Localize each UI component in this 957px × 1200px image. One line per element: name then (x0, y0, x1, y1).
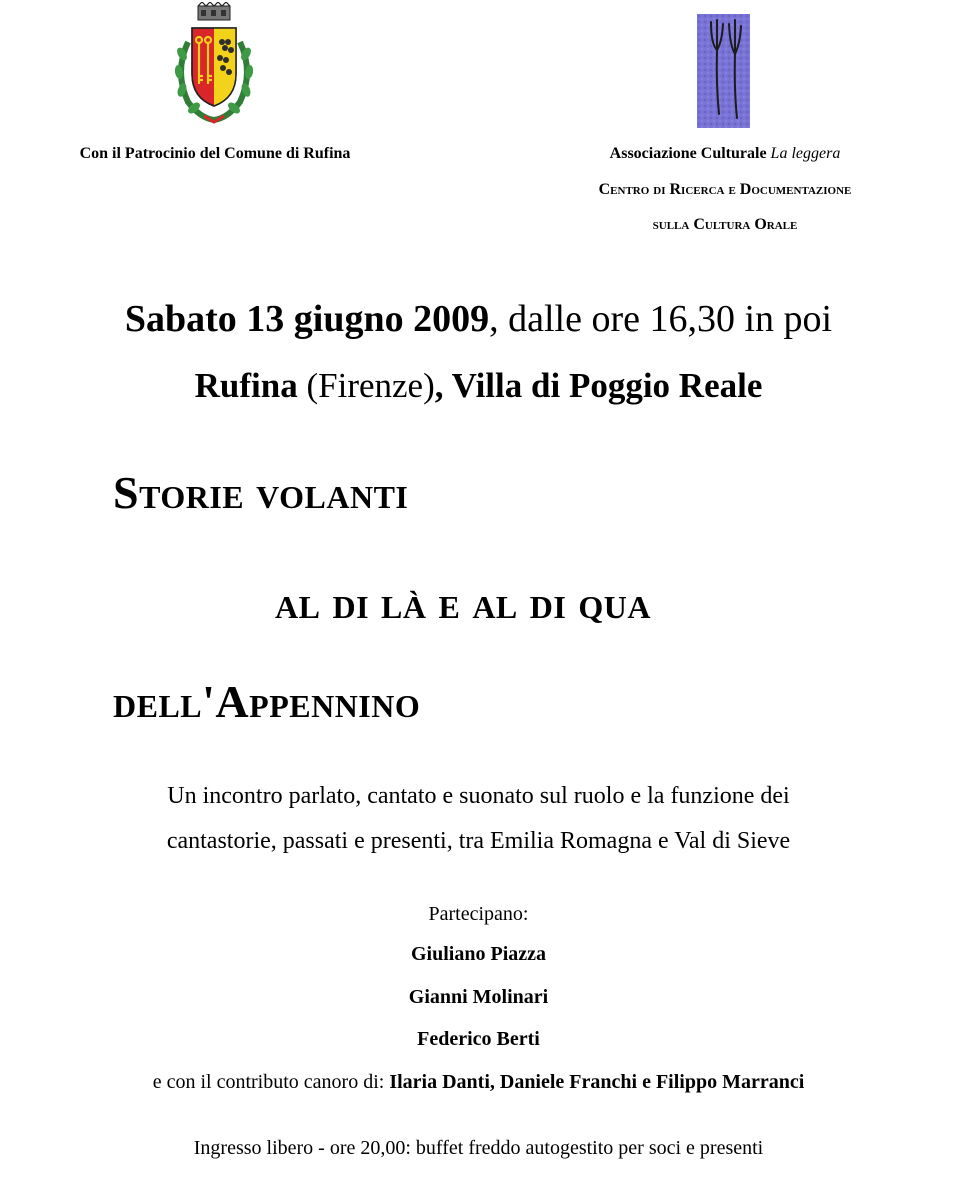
vocal-contribution-line (0, 1071, 957, 1094)
title-line-3: dell'Appennino (113, 676, 421, 727)
description-line-2: cantastorie, passati e presenti, tra Emilia Romagna e Val di Sieve (166, 828, 791, 854)
la-leggera-logo-icon (697, 14, 750, 128)
contribution-prefix: e con il contributo canoro di: (152, 1071, 390, 1093)
participant-name: Gianni Molinari (408, 986, 549, 1008)
event-time: , dalle ore 16,30 in poi (489, 298, 833, 340)
research-center-line-1: Centro di Ricerca e Documentazione (598, 181, 852, 198)
participants-label: Partecipano: (428, 903, 529, 925)
event-venue: , Villa di Poggio Reale (434, 366, 763, 405)
association-italic-name: La leggera (770, 145, 841, 162)
title-line-2: al di là e al di qua (275, 577, 651, 628)
association-name (515, 145, 935, 163)
association-prefix: Associazione Culturale (609, 145, 771, 162)
patronage-text: Con il Patrocinio del Comune di Rufina (79, 145, 351, 162)
participant-name: Giuliano Piazza (411, 943, 546, 965)
comune-crest-icon (168, 2, 260, 126)
event-date-line (0, 297, 957, 341)
event-province: (Firenze) (297, 366, 435, 405)
event-place-line (0, 366, 957, 406)
event-date: Sabato 13 giugno 2009 (124, 298, 490, 340)
participant-name: Federico Berti (417, 1028, 540, 1050)
title-line-1: Storie volanti (113, 467, 409, 518)
description-line-1: Un incontro parlato, cantato e suonato sul ruolo e la funzione dei (167, 783, 790, 809)
contribution-names: Ilaria Danti, Daniele Franchi e Filippo Marranci (389, 1071, 805, 1093)
event-town: Rufina (194, 366, 298, 405)
research-center-line-2: sulla Cultura Orale (652, 216, 798, 233)
entry-info: Ingresso libero - ore 20,00: buffet freddo autogestito per soci e presenti (193, 1137, 764, 1159)
